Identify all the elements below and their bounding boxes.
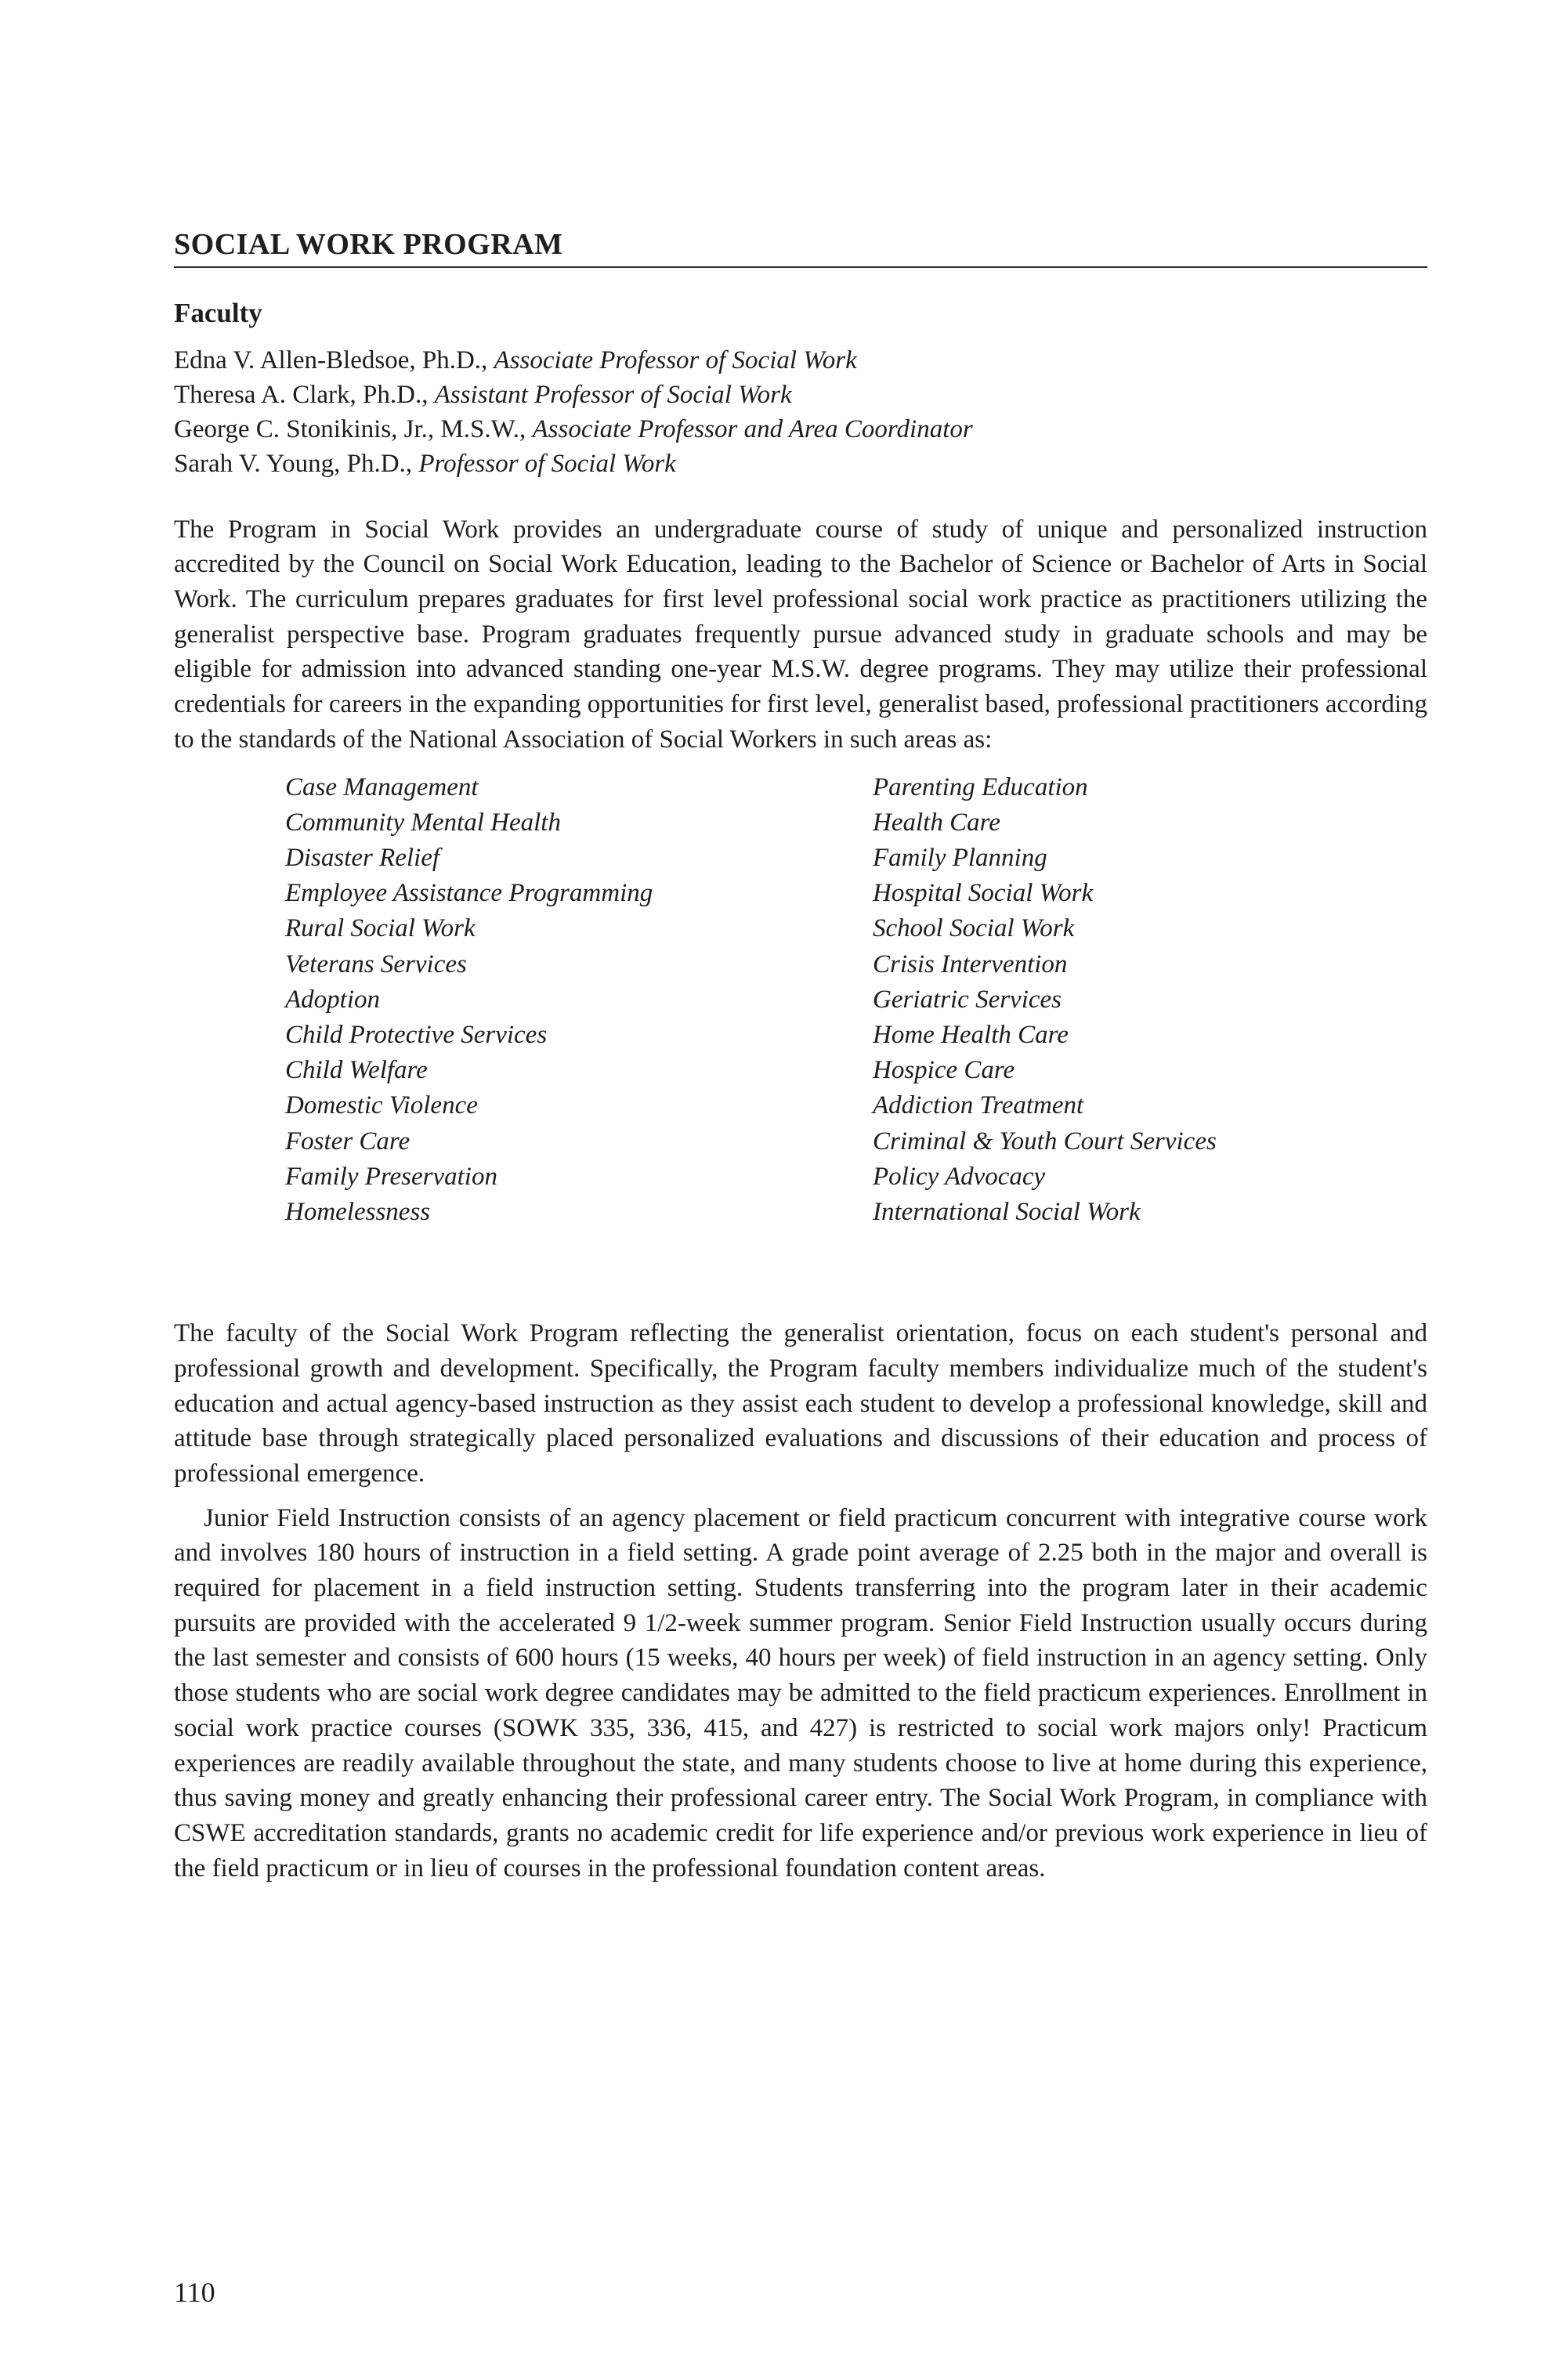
intro-paragraph: The Program in Social Work provides an undergraduate course of study of unique and personalized instruction accredited by the Council on Social Work Education, leading to the Bachelor of Science or Bachelor of Arts in Social Work. The curriculum prepares graduates for first level professional social work practice as practitioners utilizing the generalist perspective base. Program graduates frequently pursue advanced study in graduate schools and may be eligible for admission into advanced standing one-year M.S.W. degree programs. They may utilize their professional credentials for careers in the expanding opportunities for first level, generalist based, professional practitioners according to the standards of the National Association of Social Workers in such areas as:: [174, 515, 1427, 754]
practice-areas-column-1: [285, 770, 873, 1231]
practice-area-item: Foster Care: [285, 1127, 411, 1156]
practice-area-item: Parenting Education: [873, 772, 1088, 801]
practice-area-item: Rural Social Work: [285, 914, 476, 943]
practice-areas-column-2: [873, 770, 1217, 1231]
practice-area-item: International Social Work: [873, 1197, 1141, 1226]
faculty-name: Sarah V. Young, Ph.D.,: [174, 449, 413, 478]
practice-area-item: Criminal & Youth Court Services: [873, 1127, 1217, 1156]
practice-area-item: Crisis Intervention: [873, 949, 1068, 978]
faculty-name: Theresa A. Clark, Ph.D.,: [174, 380, 429, 409]
practice-area-item: Hospital Social Work: [873, 879, 1094, 908]
practice-area-item: Case Management: [285, 772, 479, 801]
faculty-title: Associate Professor of Social Work: [494, 345, 857, 374]
faculty-paragraph: The faculty of the Social Work Program reflecting the generalist orientation, focus on each student's personal and professional growth and development. Specifically, the Program faculty members individualize much of the student's education and actual agency-based instruction as they assist each student to develop a professional knowledge, skill and attitude base through strategically placed personalized evaluations and discussions of their education and process of professional emergence.: [174, 1319, 1427, 1488]
practice-area-item: Health Care: [873, 808, 1000, 837]
practice-area-item: Home Health Care: [873, 1020, 1069, 1049]
faculty-member: [174, 378, 1427, 412]
practice-area-item: Adoption: [285, 985, 380, 1014]
faculty-member: [174, 343, 1427, 378]
practice-area-item: Geriatric Services: [873, 985, 1062, 1014]
faculty-list: [174, 343, 1427, 481]
page-number: 110: [174, 2277, 215, 2308]
practice-areas: [285, 770, 1427, 1231]
faculty-name: Edna V. Allen-Bledsoe, Ph.D.,: [174, 345, 488, 374]
faculty-title: Associate Professor and Area Coordinator: [532, 414, 973, 443]
practice-area-item: Homelessness: [285, 1197, 431, 1226]
faculty-heading: Faculty: [174, 297, 262, 328]
faculty-title: Assistant Professor of Social Work: [434, 380, 792, 409]
faculty-name: George C. Stonikinis, Jr., M.S.W.,: [174, 414, 526, 443]
practice-area-item: Community Mental Health: [285, 808, 561, 837]
section-title: SOCIAL WORK PROGRAM: [174, 227, 1427, 268]
practice-area-item: Addiction Treatment: [873, 1091, 1084, 1120]
practice-area-item: Hospice Care: [873, 1056, 1015, 1085]
practice-area-item: Family Planning: [873, 843, 1047, 872]
document-page: [174, 227, 1427, 1886]
faculty-member: [174, 412, 1427, 447]
practice-area-item: Veterans Services: [285, 949, 467, 978]
practice-area-item: Child Protective Services: [285, 1020, 548, 1049]
practice-area-item: Child Welfare: [285, 1056, 428, 1085]
faculty-title: Professor of Social Work: [418, 449, 676, 478]
practice-area-item: Policy Advocacy: [873, 1162, 1046, 1191]
faculty-member: [174, 447, 1427, 481]
practice-area-item: Employee Assistance Programming: [285, 879, 653, 908]
practice-area-item: Family Preservation: [285, 1162, 497, 1191]
practice-area-item: School Social Work: [873, 914, 1075, 943]
practice-area-item: Disaster Relief: [285, 843, 440, 872]
practice-area-item: Domestic Violence: [285, 1091, 478, 1120]
field-instruction-paragraph: Junior Field Instruction consists of an agency placement or field practicum concurrent with integrative course work and involves 180 hours of instruction in a field setting. A grade point average of 2.25 both in the major and overall is required for placement in a field instruction setting. Students transferring into the program later in their academic pursuits are provided with the accelerated 9 1/2-week summer program. Senior Field Instruction usually occurs during the last semester and consists of 600 hours (15 weeks, 40 hours per week) of field instruction in an agency setting. Only those students who are social work degree candidates may be admitted to the field practicum experiences. Enrollment in social work practice courses (SOWK 335, 336, 415, and 427) is restricted to social work majors only! Practicum experiences are readily available throughout the state, and many students choose to live at home during this experience, thus saving money and greatly enhancing their professional career entry. The Social Work Program, in compliance with CSWE accreditation standards, grants no academic credit for life experience and/or previous work experience in lieu of the field practicum or in lieu of courses in the professional foundation content areas.: [174, 1503, 1427, 1883]
